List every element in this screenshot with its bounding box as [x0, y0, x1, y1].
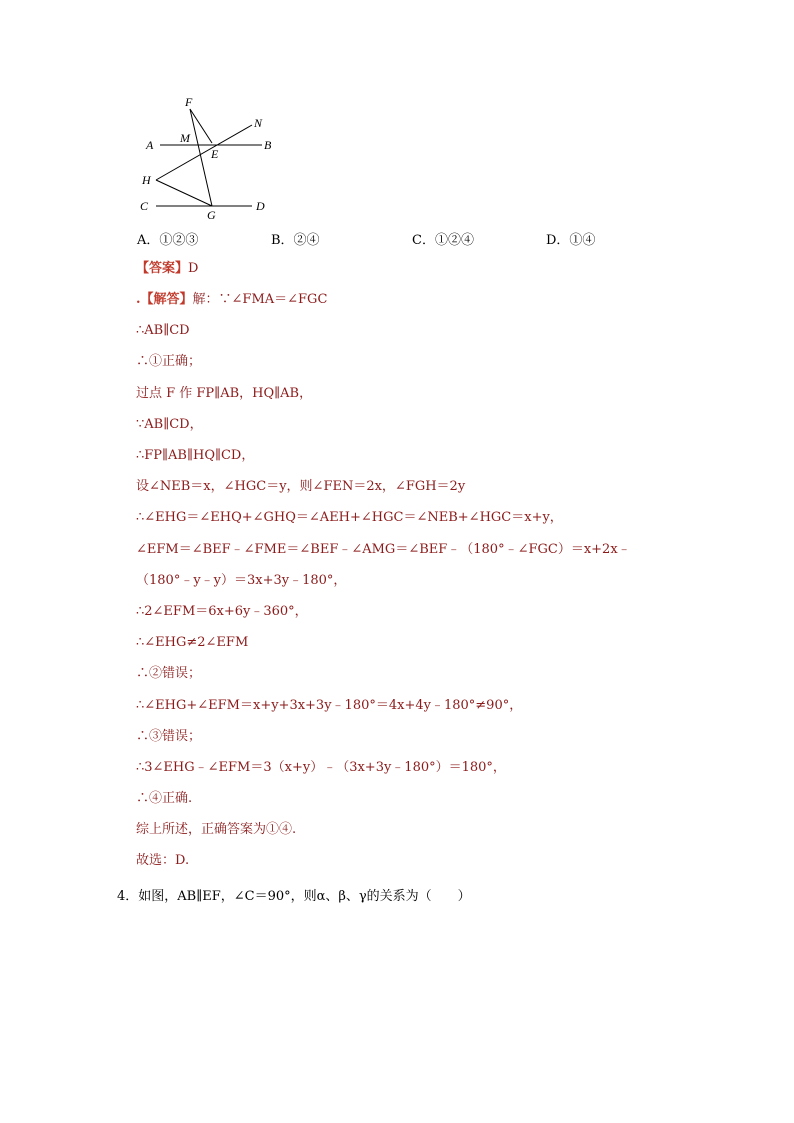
solution-line-3: ∴①正确； [136, 354, 202, 369]
label-h: H [142, 173, 151, 187]
solution-line-6: ∴FP∥AB∥HQ∥CD， [136, 448, 255, 463]
option-c: C．①②④ [412, 233, 474, 248]
solution-line-11: ∴2∠EFM＝6x+6y﹣360°， [136, 604, 308, 619]
solution-line-16: ∴3∠EHG﹣∠EFM＝3（x+y）﹣（3x+3y﹣180°）＝180°， [136, 760, 506, 775]
label-d: D [256, 199, 265, 213]
solution-line-9: ∠EFM＝∠BEF﹣∠FME＝∠BEF﹣∠AMG＝∠BEF﹣（180°﹣∠FGC）＝x+2x﹣ [136, 542, 631, 557]
label-b: B [264, 138, 272, 152]
label-c: C [140, 199, 149, 213]
question-4: 4．如图，AB∥EF，∠C＝90°，则α、β、γ的关系为（ ） [117, 889, 471, 904]
solution-line-12: ∴∠EHG≠2∠EFM [136, 635, 249, 650]
solution-line-15: ∴③错误； [136, 729, 202, 744]
option-b: B．②④ [271, 233, 320, 248]
option-a: A．①②③ [137, 233, 199, 248]
option-d: D．①④ [546, 233, 596, 248]
answer-line [136, 261, 198, 277]
solution-line-4: 过点 F 作 FP∥AB，HQ∥AB， [136, 386, 313, 401]
line-fe [190, 109, 212, 143]
label-m: M [180, 131, 190, 145]
solution-line-5: ∵AB∥CD， [136, 417, 203, 432]
solution-text: 解：∵∠FMA＝∠FGC [192, 292, 328, 307]
geometry-figure [136, 92, 286, 222]
solution-line-2: ∴AB∥CD [136, 323, 190, 338]
line-hg [156, 180, 212, 206]
solution-line-10: （180°﹣y﹣y）＝3x+3y﹣180°， [136, 573, 347, 588]
solution-line-1 [136, 292, 327, 308]
answer-options [137, 229, 657, 247]
solution-line-18: 综上所述，正确答案为①④. [136, 822, 297, 837]
label-a: A [146, 138, 154, 152]
answer-value: D [188, 261, 199, 276]
solution-line-17: ∴④正确. [136, 791, 193, 806]
solution-tag: .【解答】 [136, 292, 193, 307]
label-e: E [211, 147, 219, 161]
label-f: F [185, 95, 193, 109]
answer-tag: 【答案】 [136, 261, 189, 276]
line-fg [190, 109, 212, 206]
solution-line-14: ∴∠EHG+∠EFM＝x+y+3x+3y﹣180°＝4x+4y﹣180°≠90°， [136, 698, 523, 713]
solution-line-13: ∴②错误； [136, 666, 202, 681]
parallel-lines-diagram [136, 92, 286, 222]
solution-line-19: 故选：D. [136, 853, 190, 868]
label-g: G [207, 208, 216, 222]
solution-line-8: ∴∠EHG＝∠EHQ+∠GHQ＝∠AEH+∠HGC＝∠NEB+∠HGC＝x+y， [136, 510, 563, 525]
label-n: N [254, 116, 263, 130]
solution-line-7: 设∠NEB＝x，∠HGC＝y，则∠FEN＝2x，∠FGH＝2y [136, 479, 466, 494]
